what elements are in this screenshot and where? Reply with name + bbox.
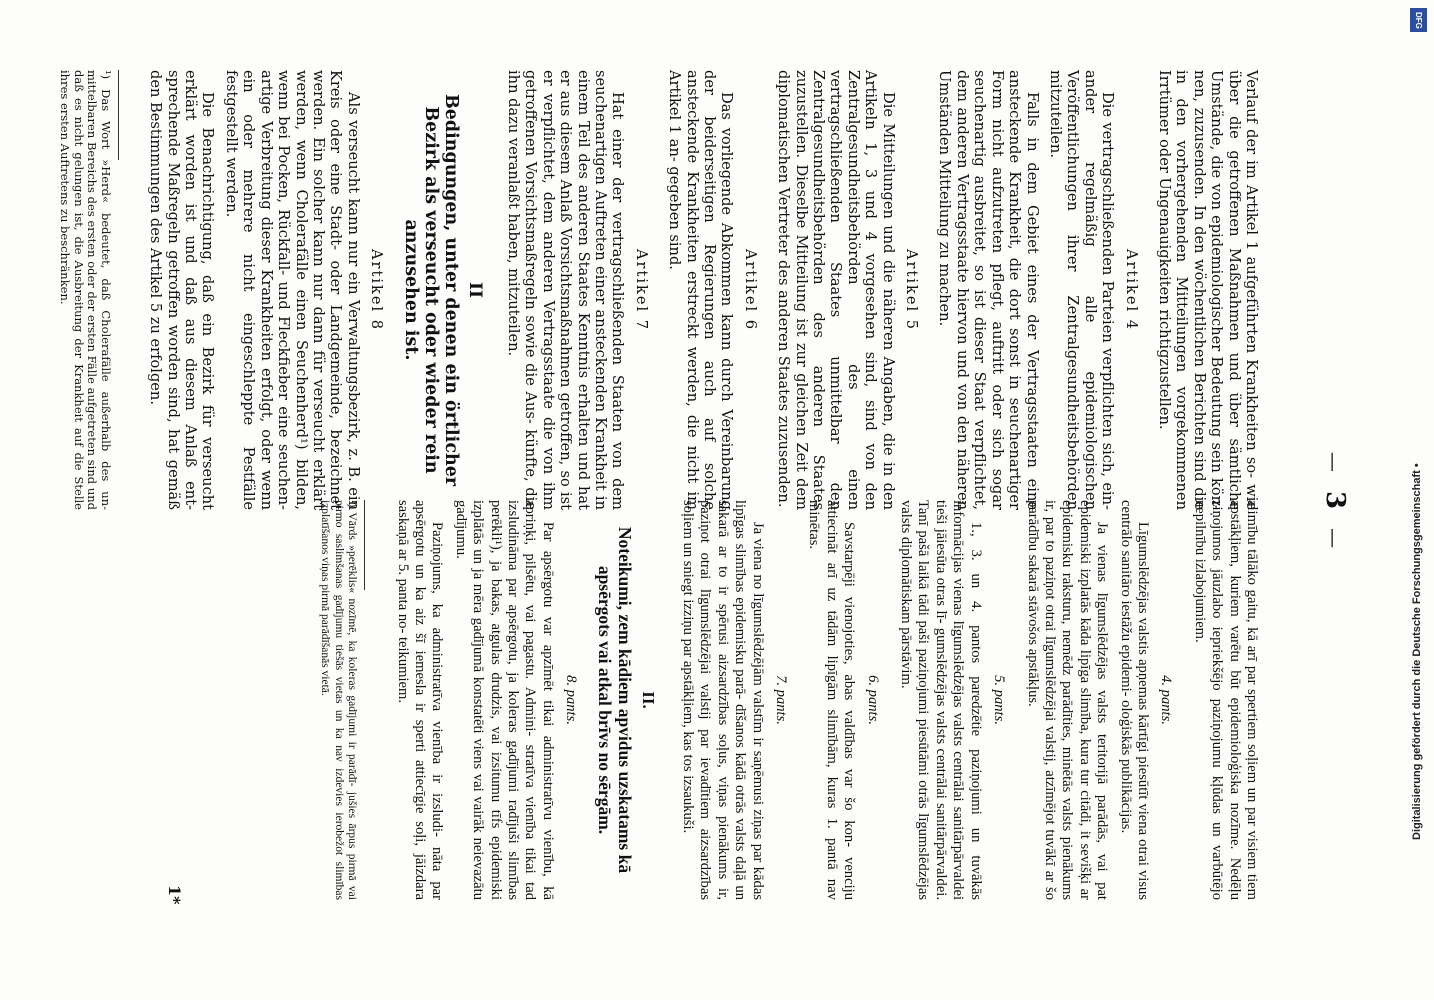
- latvian-art5-p1: 1., 3. un 4. pantos paredzētie paziņojumi un tuvākās informācijas vienas līgumslēdzējas valsts centrālai sanitārpārvaldei tieši jāiesūta otras lī- gumslēdzējas valsts centrālai sanitārpārvaldei. Tanī pašā laikā tādi paši paziņojumi piesūtāmi otrās līgumslēdzējas valsts diplomātiskam pārstāvim.: [898, 500, 984, 900]
- latvian-art5-title: 5. pants.: [991, 675, 1008, 725]
- german-art6-title: Artikel 6: [741, 248, 759, 332]
- german-footnote-rule: [118, 70, 119, 160]
- latvian-art8-p1: Par apsērgotu var apzīmēt tikai administratīvu vienību, kā apriņķi, pilsētu, vai pagastu. Admini- stratīva vienība tikai tad izsludināma par apsērgotu, ja koleras gadījumi radījuši slimības perēkli¹), ja bakas, atgulas drudzis, vai izsitumu tīfs epidemiski izplātās un ja mēra gadījumā konstatēti viens vai vairāk neievazātu gadījumu.: [452, 500, 556, 900]
- german-art5-p1: Die Mitteilungen und die näheren Angaben, die in den Artikeln 1, 3 und 4 vorgesehen sind, sind von den Zentralgesundheitsbehörden des einen vertragschließenden Staates unmittelbar den Zentralgesundheitsbehörden des anderen Staates zuzustellen. Dieselbe Mitteilung ist zur gleichen Zeit dem diplomatischen Vertreter des anderen Staates zuzusenden.: [775, 70, 897, 510]
- german-intro: Verlauf der im Artikel 1 aufgeführten Krankheiten so- wie über die getroffenen Maßnahmen und über sämtliche Umstände, die von epidemiologischer Bedeutung sein kön- nen, zuzusenden. In den wöchentlichen Berichten sind die in den vorhergehenden Mitteilungen vorgekommenen Irrtümer oder Ungenauigkeiten richtigzustellen.: [1155, 70, 1260, 510]
- german-art8-p2: Die Benachrichtigung, daß ein Bezirk für verseucht erklärt worden ist und daß aus diesem Anlaß ent- sprechende Maßregeln getroffen worden sind, hat gemäß den Bestimmungen des Artikel 5 zu erfolgen.: [147, 70, 217, 510]
- latvian-footnote-rule: [364, 500, 365, 590]
- signature-mark: 1*: [165, 885, 184, 905]
- page-number: 3: [1320, 490, 1350, 510]
- latvian-art6-p1: Savstarpēji vienojoties, abas valdības var šo kon- venciju attiecināt arī uz tādām lipīgām slimībām, kuras 1. pantā nav minētas.: [806, 500, 858, 900]
- german-art5-title: Artikel 5: [903, 248, 921, 332]
- latvian-art8-p2: Paziņojums, ka administratīva vienība ir izsludi- nāta par apsērgotu un ka aiz šī iemesla ir sperti attiecīgie soļi, jāizdara saskaņā ar 5. panta no- teikumiem.: [394, 500, 446, 900]
- latvian-column: [318, 500, 1260, 900]
- german-art8-p1: Als verseucht kann nur ein Verwaltungsbezirk, z. B. ein Kreis oder eine Stadt- oder Landgemeinde, bezeichnet werden. Ein solcher kann nur dann für verseucht erklärt werden, wenn Cholerafälle einen Seuchenherd¹) bilden, wenn bei Pocken, Rückfall- und Fleckfieber eine seuchen- artige Verbreitung dieser Krankheiten erfolgt, oder wenn ein oder mehrere nicht eingeschleppte Pestfälle festgestellt werden.: [222, 70, 362, 510]
- digitization-sidebar: [1408, 0, 1434, 1000]
- latvian-footnote: ¹) Vārds »perēklis« nozīmē, ka koleras gadījumi ir parādī- jušies ārpus pirmā vai pirmo saslimšanas gadījumu tiešās vietas un ka nav izdevies ierobežot slimības izplatīšanos viņas pirmā parādīšanās vietā.: [319, 500, 359, 900]
- german-section-number: II: [464, 282, 485, 298]
- german-art6-p1: Das vorliegende Abkommen kann durch Vereinbarung der beiderseitigen Regierungen auch auf solche ansteckende Krankheiten erstreckt werden, die nicht im Artikel 1 an- gegeben sind.: [666, 70, 736, 510]
- german-art7-title: Artikel 7: [632, 248, 650, 332]
- german-art7-p1: Hat einer der vertragschließenden Staaten von dem seuchenartigen Auftreten einer ansteckenden Krankheit in einem Teil des anderen Staates Kenntnis erhalten und hat er aus diesem Anlaß Vorsichtsmaßnahmen getroffen, so ist er verpflichtet, dem anderen Vertragsstaate die von ihm getroffenen Vorsichtsmaßregeln sowie die Aus- künfte, die ihn dazu veranlaßt haben, mitzuteilen.: [504, 70, 627, 510]
- german-column: [58, 70, 1260, 510]
- german-art4-p2: Falls in dem Gebiet eines der Vertragsstaaten eine ansteckende Krankheit, die dort sonst in seuchenartiger Form nicht aufzutreten pflegt, auftritt oder sich sogar seuchenartig ausbreitet, so ist dieser Staat verpflichtet, dem anderen Vertragsstaate hiervon und von den näheren Umständen Mitteilung zu machen.: [936, 70, 1041, 510]
- header-dash-left: —: [1322, 451, 1346, 472]
- latvian-art4-p2: Ja vienas līgumslēdzējas valsts teritorijā parādās, vai pat epidemiski izplatās kāda lipīga slimība, kura tur citādi, it sevišķi ar epidemisku raksturu, nemēdz parādīties, minētās valsts pienākums ir, par to paziņot otrai līgumslēdzējai valstij, atzīmējot tuvākī ar šo parādību sakarā stāvošos apstākļus.: [1024, 500, 1111, 900]
- latvian-art7-p1: Ja viena no līgumslēdzējām valstīm ir saņēmusi ziņas par kādas lipīgas slimības epidemisku parā- dīšanos kādā otrās valsts daļā un sakarā ar to ir spērusi aizsardzības soļus, viņas pienākums ir, paziņot otrai līgumslēdzējai valstij par ievadītiem aizsardzības soļiem un sniegt izziņu par apstākļiem, kas tos izsaukuši.: [680, 500, 766, 900]
- latvian-art7-title: 7. pants.: [773, 675, 790, 725]
- digitization-credit: Digitalisierung gefördert durch die Deutsche Forschungsgemeinschaft •: [1411, 463, 1423, 840]
- german-art4-p1: Die vertragschließenden Parteien verpflichten sich, ein- ander regelmäßig alle epidemiologischen Veröffentlichungen ihrer Zentralgesundheitsbehörden mitzuteilen.: [1046, 70, 1117, 510]
- german-section-title: Bedingungen, unter denen ein örtlicher Bezirk als verseucht oder wieder rein anzusehen ist.: [401, 93, 462, 487]
- page-header: [1280, 0, 1350, 1000]
- latvian-section-title: Noteikumi, zem kādiem apvidus uzskatams kā apsērgots vai atkal brīvs no sērgām.: [595, 526, 636, 874]
- latvian-section-number: II.: [638, 691, 658, 709]
- german-footnote: ¹) Das Wort »Herd« bedeutet, daß Cholerafälle außerhalb des un- mittelbaren Bereichs des ersten oder der ersten Fälle aufgetreten sind und daß es nicht gelungen ist, die Ausbreitung der Krankheit auf die Stelle ihres ersten Auftretens zu beschränken.: [58, 70, 113, 510]
- latvian-art8-title: 8. pants.: [563, 675, 580, 725]
- header-dash-right: —: [1322, 528, 1346, 549]
- german-art8-title: Artikel 8: [368, 248, 386, 332]
- latvian-intro: alimību tālāko gaitu, kā arī par spertiem soļiem un par visiem tiem apstākļiem, kuriem varētu būt epidemioloģiska nozīme. Nedēļu ziņojumos jāuzlabo iepriekšējo paziņojumu kļūdas un varbūtējo nepilnību izlabojumiem.: [1191, 500, 1260, 900]
- latvian-art4-p1: Līgumslēdzējas valstis apņemas kārtīgi piesūtīt viena otrai visus centrālo sanitāro iestāžu epidemi- oloģiskās publikācijas.: [1117, 500, 1151, 900]
- latvian-art4-title: 4. pants.: [1158, 675, 1175, 725]
- german-art4-title: Artikel 4: [1122, 248, 1140, 332]
- dfg-logo: DFG: [1410, 8, 1427, 32]
- latvian-art6-title: 6. pants.: [864, 675, 881, 725]
